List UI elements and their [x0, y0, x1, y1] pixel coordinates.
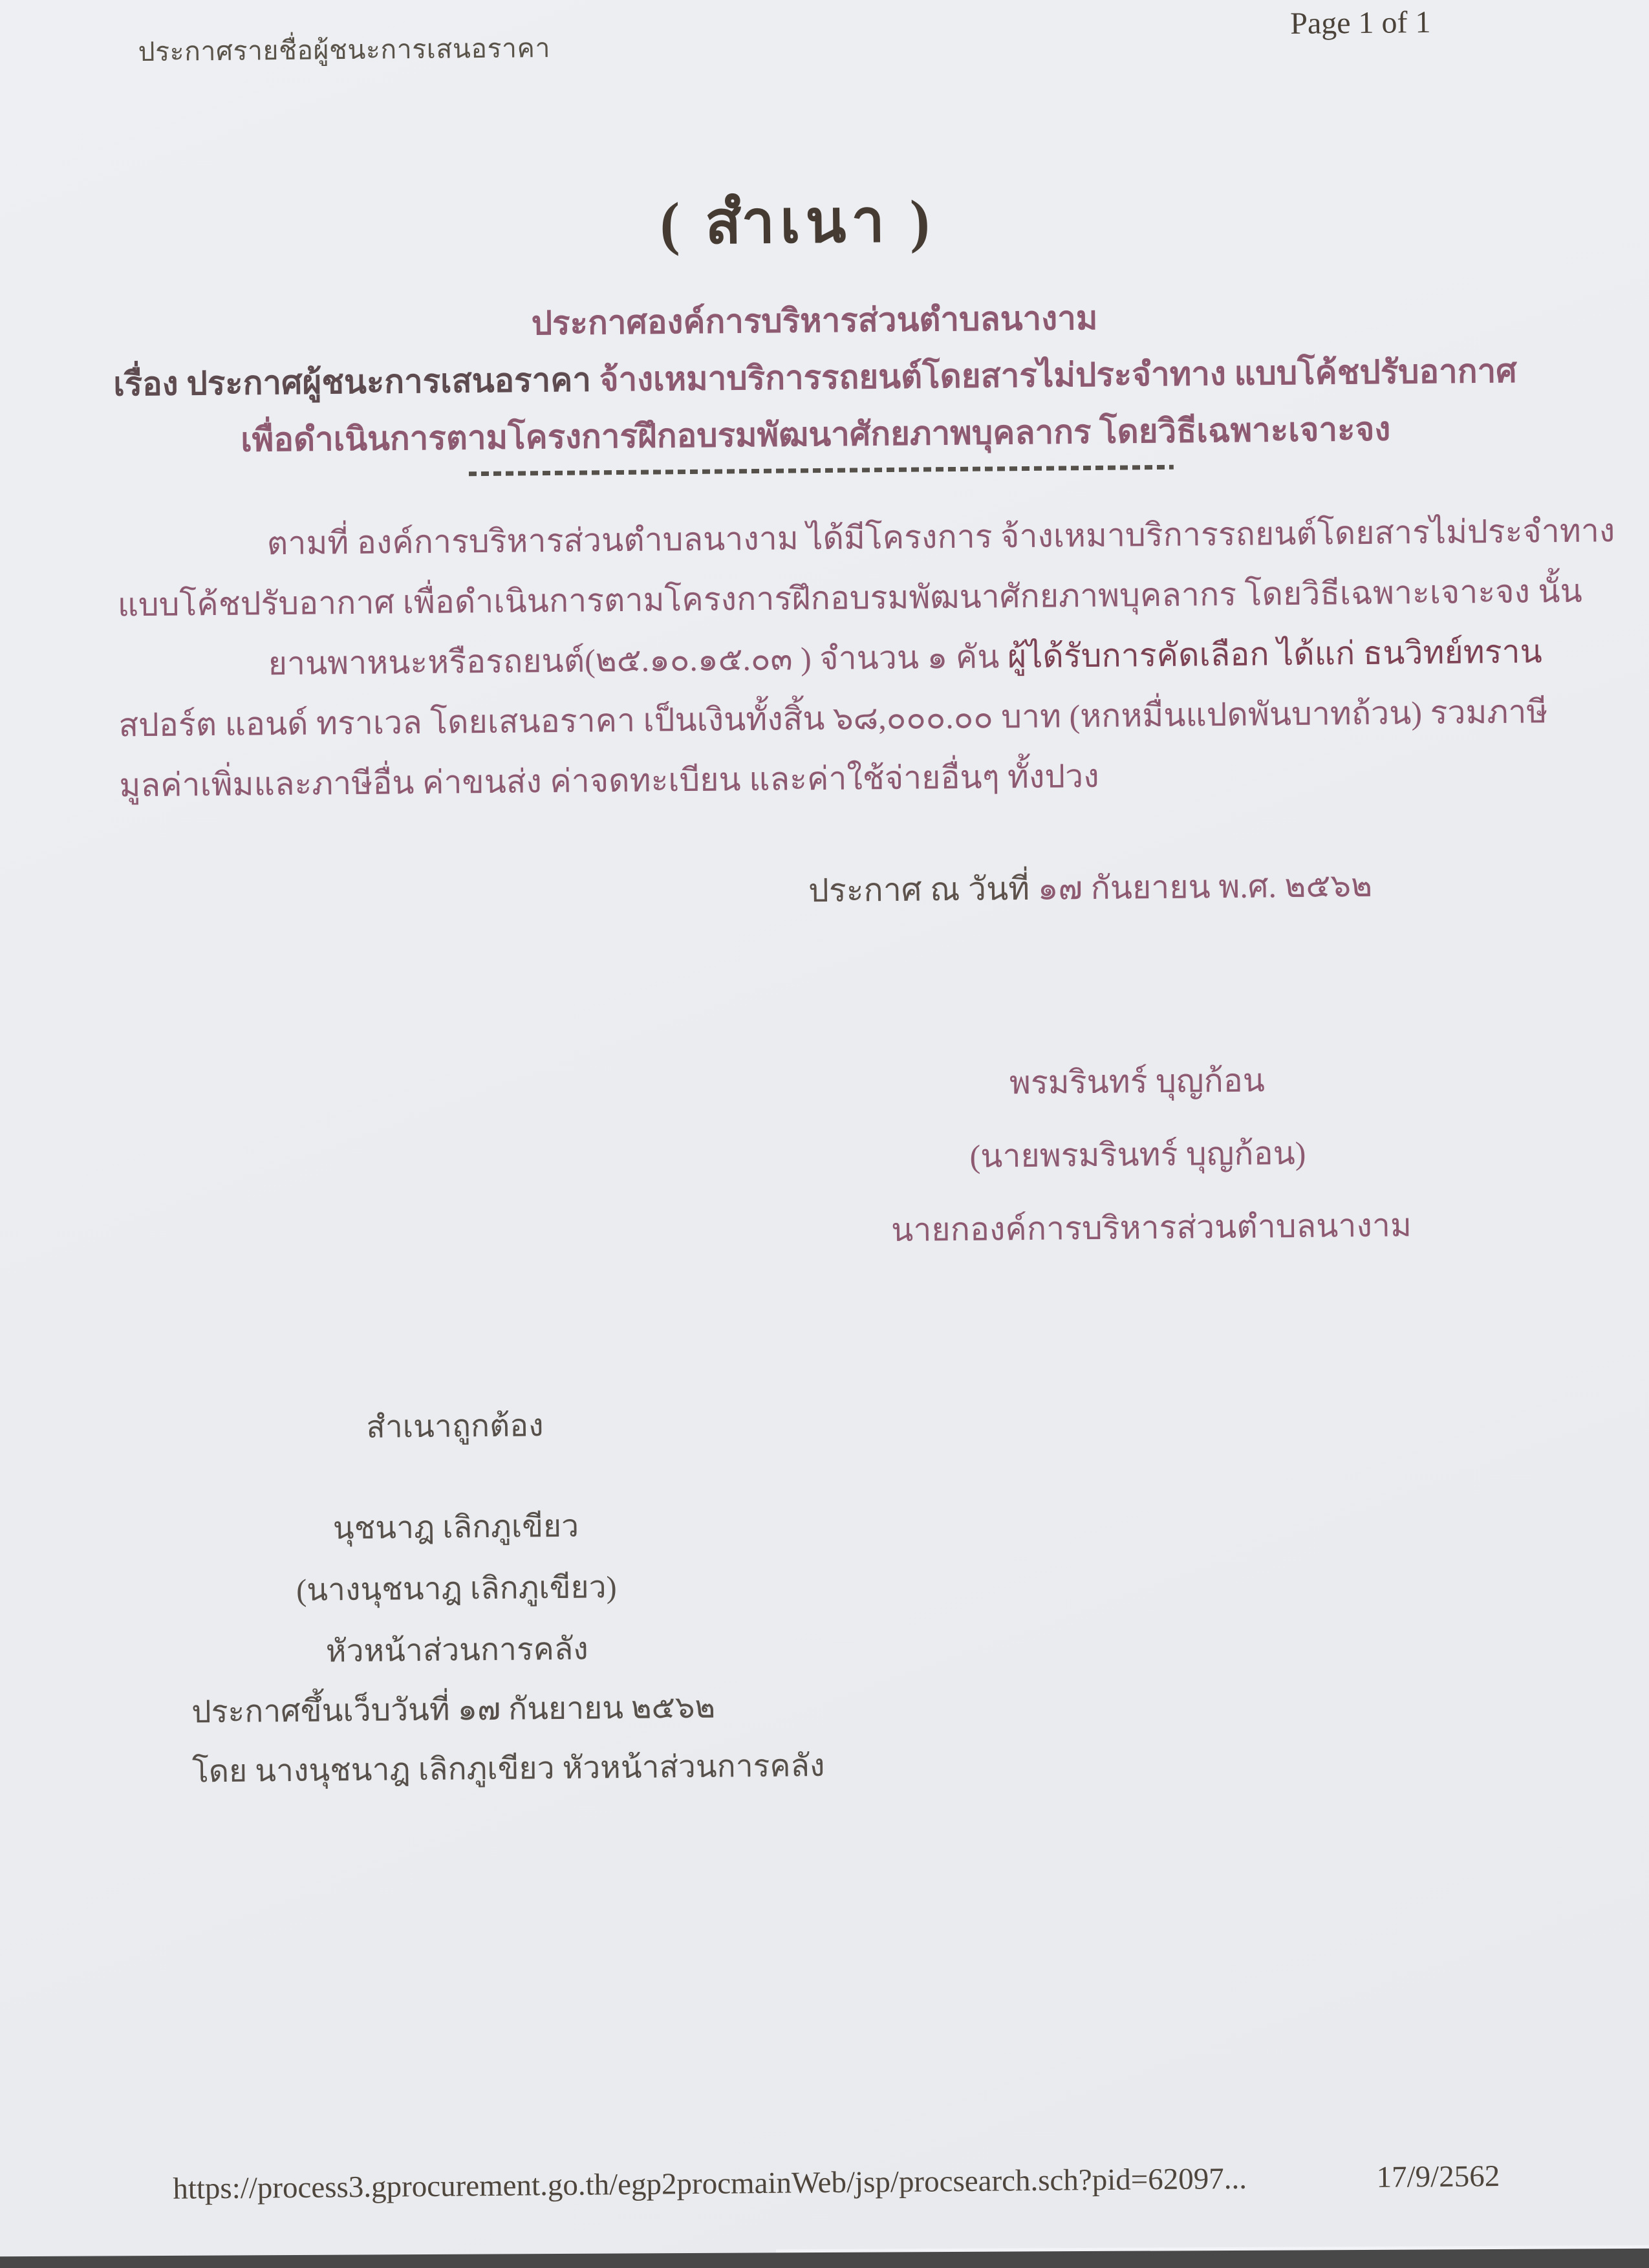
page-number: Page 1 of 1	[1289, 5, 1431, 41]
body-paragraph-line-5: มูลค่าเพิ่มและภาษีอื่น ค่าขนส่ง ค่าจดทะเบียน และค่าใช้จ่ายอื่นๆ ทั้งปวง	[119, 757, 1099, 804]
certified-copy-stamp: สำเนาถูกต้อง	[366, 1409, 544, 1445]
body-paragraph-line-4: สปอร์ต แอนด์ ทราเวล โดยเสนอราคา เป็นเงินทั้งสิ้น ๖๘,๐๐๐.๐๐ บาท (หกหมื่นแปดพันบาทถ้วน) รวมภาษี	[118, 693, 1548, 744]
copy-stamp: ( สำเนา )	[660, 188, 936, 257]
print-footer	[173, 2159, 1500, 2207]
signer-name-paren: (นายพรมรินทร์ บุญก้อน)	[969, 1134, 1306, 1174]
signer-name: พรมรินทร์ บุญก้อน	[1009, 1062, 1266, 1101]
subject-prefix: เรื่อง ประกาศผู้ชนะการเสนอราคา	[113, 362, 592, 404]
footer-date: 17/9/2562	[1376, 2159, 1500, 2194]
certifier-name-paren: (นางนุชนาฎ เลิกภูเขียว)	[296, 1570, 617, 1608]
footer-url: https://process3.gprocurement.go.th/egp2procmainWeb/jsp/procsearch.sch?pid=62097...	[173, 2161, 1247, 2206]
published-by-line: โดย นางนุชนาฎ เลิกภูเขียว หัวหน้าส่วนการคลัง	[191, 1749, 825, 1789]
announcement-org-heading: ประกาศองค์การบริหารส่วนตำบลนางาม	[531, 300, 1098, 343]
item-description: ยานพาหนะหรือรถยนต์(๒๕.๑๐.๑๕.๐๓ ) จำนวน ๑ คัน	[268, 638, 1008, 682]
dashed-separator	[469, 465, 1174, 476]
body-paragraph-line-1: ตามที่ องค์การบริหารส่วนตำบลนางาม ได้มีโครงการ จ้างเหมาบริการรถยนต์โดยสารไม่ประจำทาง	[266, 512, 1615, 562]
announcement-date-line	[808, 860, 1373, 916]
announcement-date-value: ๑๗ กันยายน พ.ศ. ๒๕๖๒	[1037, 867, 1373, 907]
subject-rest: จ้างเหมาบริการรถยนต์โดยสารไม่ประจำทาง แบบโค้ชปรับอากาศ	[590, 353, 1517, 399]
announcement-date-label: ประกาศ ณ วันที่	[808, 870, 1038, 909]
body-paragraph-line-2: แบบโค้ชปรับอากาศ เพื่อดำเนินการตามโครงการฝึกอบรมพัฒนาศักยภาพบุคลากร โดยวิธีเฉพาะเจาะจง นั้น	[117, 572, 1582, 623]
announcement-method-heading: เพื่อดำเนินการตามโครงการฝึกอบรมพัฒนาศักยภาพบุคลากร โดยวิธีเฉพาะเจาะจง	[241, 411, 1391, 459]
signer-title: นายกองค์การบริหารส่วนตำบลนางาม	[890, 1207, 1412, 1249]
certifier-name: นุชนาฎ เลิกภูเขียว	[332, 1509, 579, 1546]
body-paragraph-line-3	[118, 625, 1649, 691]
selected-winner-text: ผู้ได้รับการคัดเลือก ได้แก่ ธนวิทย์ทราน	[1007, 633, 1543, 675]
document-header-title: ประกาศรายชื่อผู้ชนะการเสนอราคา	[138, 33, 551, 67]
published-date-line: ประกาศขึ้นเว็บวันที่ ๑๗ กันยายน ๒๕๖๒	[191, 1690, 716, 1730]
certifier-title: หัวหน้าส่วนการคลัง	[325, 1632, 588, 1669]
announcement-subject-heading	[0, 343, 1637, 411]
